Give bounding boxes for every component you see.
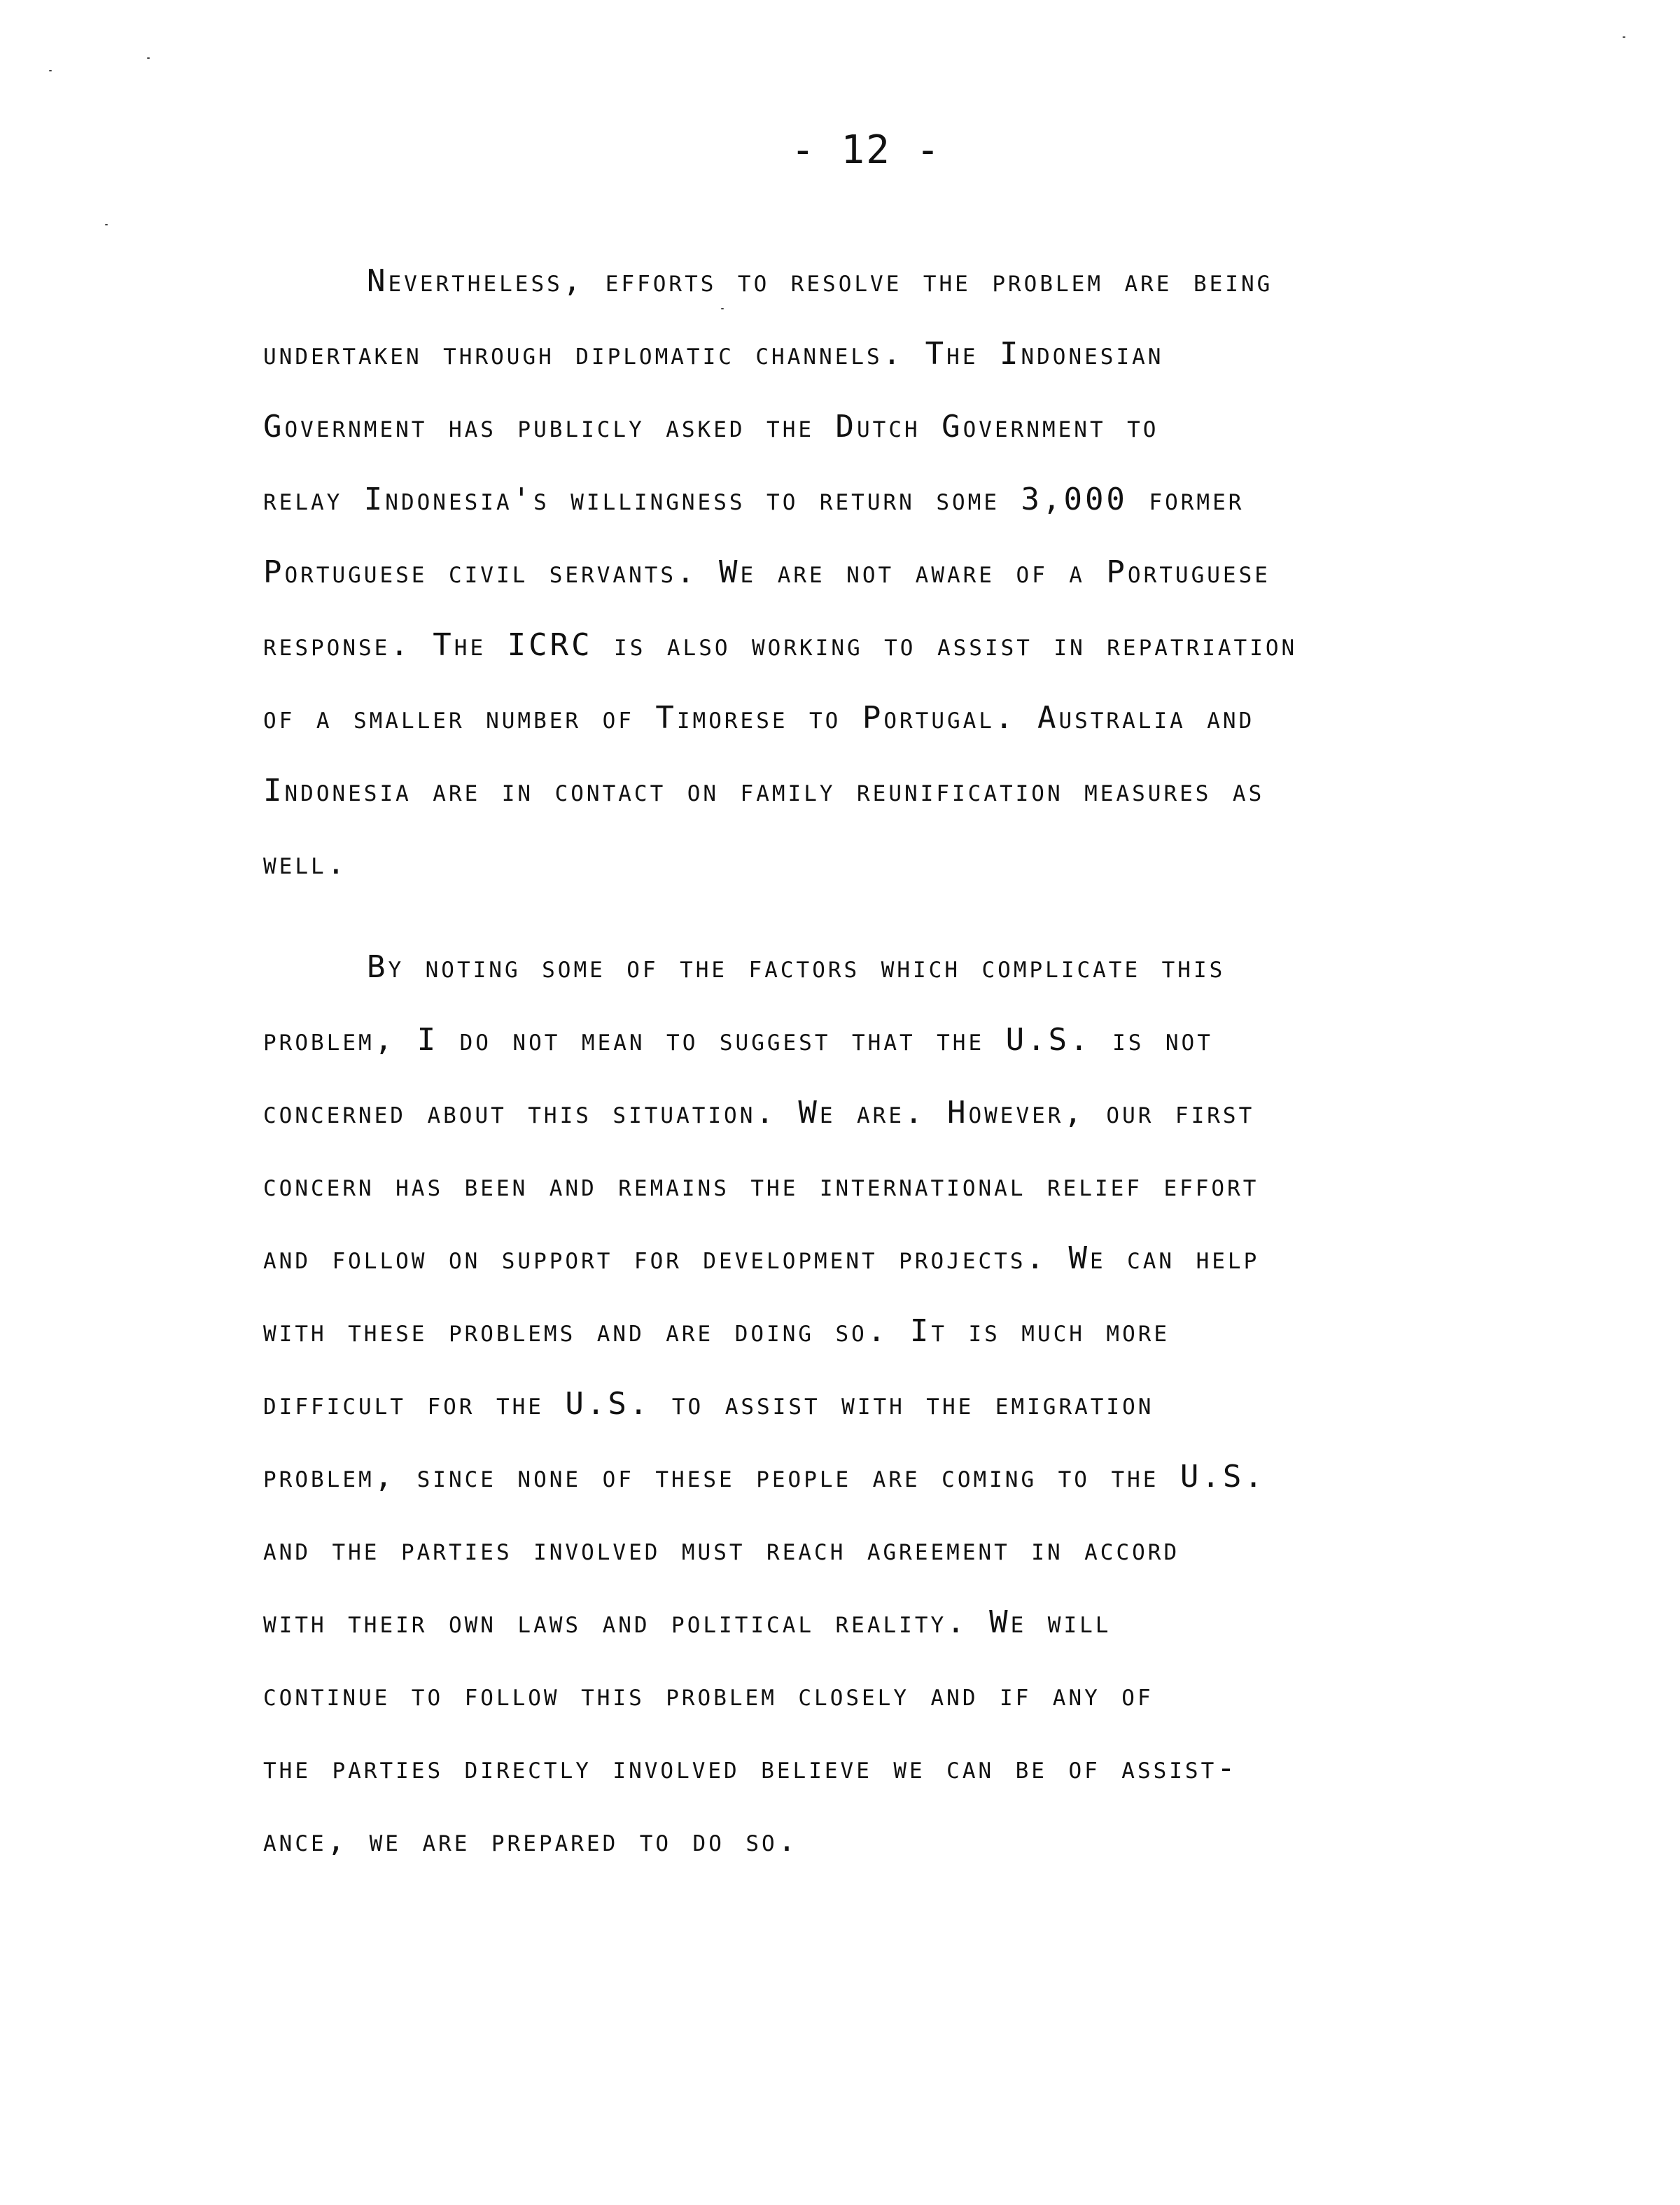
text-line: undertaken through diplomatic channels. The Indonesian — [263, 336, 1164, 372]
paragraph-1 — [263, 245, 1621, 900]
text-line: problem, I do not mean to suggest that the U.S. is not — [263, 1022, 1213, 1058]
scan-speck — [49, 70, 52, 71]
page-number: - 12 - — [791, 127, 941, 173]
text-line: response. The ICRC is also working to assist in repatriation — [263, 627, 1298, 663]
text-line: well. — [263, 846, 349, 881]
text-line: concern has been and remains the international relief effort — [263, 1168, 1259, 1203]
text-line: the parties directly involved believe we can be of assist- — [263, 1750, 1238, 1786]
text-line: with their own laws and political reality. We will — [263, 1604, 1112, 1640]
text-line: and follow on support for development projects. We can help — [263, 1240, 1260, 1276]
text-line: Indonesia are in contact on family reunification measures as — [263, 773, 1265, 808]
text-line: By noting some of the factors which complicate this — [367, 949, 1226, 985]
scan-speck — [1623, 36, 1625, 38]
text-line: difficult for the U.S. to assist with the emigration — [263, 1386, 1154, 1422]
text-line: continue to follow this problem closely and if any of — [263, 1677, 1154, 1713]
scan-speck — [147, 57, 150, 59]
text-line: concerned about this situation. We are. However, our first — [263, 1095, 1255, 1130]
text-line: of a smaller number of Timorese to Portugal. Australia and — [263, 700, 1255, 736]
text-line: ance, we are prepared to do so. — [263, 1823, 799, 1858]
text-line: Portuguese civil servants. We are not aware of a Portuguese — [263, 554, 1270, 590]
text-line: Nevertheless, efforts to resolve the problem are being — [367, 263, 1273, 299]
text-line: problem, since none of these people are coming to the U.S. — [263, 1459, 1266, 1494]
text-line: relay Indonesia's willingness to return some 3,000 former — [263, 482, 1245, 517]
text-line: Government has publicly asked the Dutch Government to — [263, 409, 1159, 444]
scan-speck — [105, 224, 108, 225]
paragraph-2 — [263, 931, 1621, 1877]
text-line: with these problems and are doing so. It is much more — [263, 1313, 1170, 1349]
text-line: and the parties involved must reach agreement in accord — [263, 1532, 1180, 1567]
